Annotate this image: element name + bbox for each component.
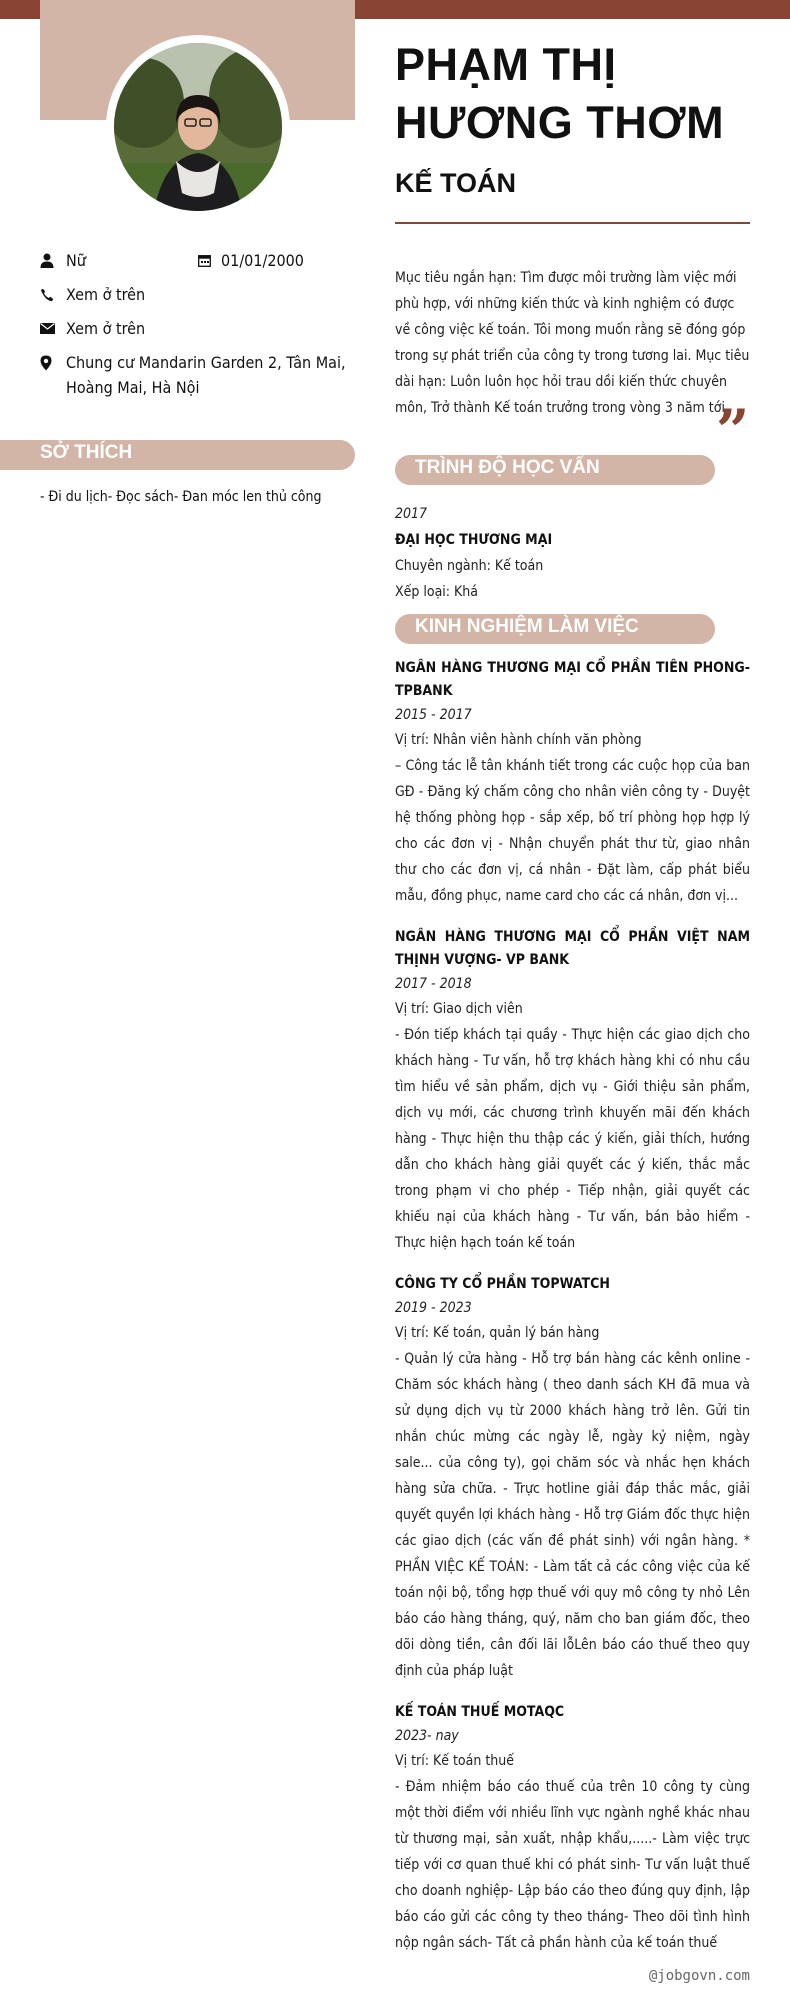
- hobbies-text: - Đi du lịch- Đọc sách- Đan móc len thủ công: [40, 489, 322, 505]
- contact-email: [40, 316, 370, 341]
- job-description: - Đón tiếp khách tại quầy - Thực hiện các giao dịch cho khách hàng - Tư vấn, hỗ trợ khách hàng khi có nhu cầu tìm hiểu về sản phẩm, dịch vụ - Giới thiệu sản phẩm, dịch vụ mới, các chương trình khuyến mãi đến khách hàng - Thực hiện thu thập các ý kiến, giải thích, hướng dẫn cho khách hàng giải quyết các ý kiến, thắc mắc trong phạm vi cho phép - Tiếp nhận, giải quyết các khiếu nại của khách hàng - Tư vấn, bán bảo hiểm - Thực hiện hạch toán kế toán: [395, 1027, 750, 1251]
- experience-heading: KINH NGHIỆM LÀM VIỆC: [415, 616, 639, 637]
- footer-watermark: @jobgovn.com: [648, 1968, 750, 1984]
- experience-list: [395, 657, 750, 1973]
- education-year: 2017: [395, 506, 428, 522]
- map-pin-icon: [40, 350, 66, 375]
- calendar-icon: [198, 254, 211, 267]
- education-heading: TRÌNH ĐỘ HỌC VẤN: [415, 457, 600, 478]
- phone-icon: [40, 282, 66, 307]
- email-value: Xem ở trên: [66, 319, 146, 338]
- job-company: CÔNG TY CỔ PHẦN TOPWATCH: [395, 1276, 610, 1292]
- envelope-icon: [40, 316, 66, 341]
- job-description: - Đảm nhiệm báo cáo thuế của trên 10 công ty cùng một thời điểm với nhiều lĩnh vực ngành nghề khác nhau từ thương mại, sản xuất, nhập khẩu,.....- Làm việc trực tiếp với cơ quan thuế khi có phát sinh- Tư vấn luật thuế cho doanh nghiệp- Lập báo cáo theo đúng quy định, lập báo cáo gửi các công ty theo tháng- Theo dõi tình hình nộp ngân sách- Tất cả phần hành của kế toán thuế: [395, 1779, 750, 1951]
- avatar: [114, 43, 282, 211]
- contact-dob: [198, 248, 304, 273]
- job-company: KẾ TOÁN THUẾ MOTAQC: [395, 1704, 565, 1720]
- education-grade: Xếp loại: Khá: [395, 584, 479, 600]
- quote-icon: ”: [716, 397, 750, 465]
- job-period: 2023- nay: [395, 1728, 459, 1744]
- job-period: 2017 - 2018: [395, 976, 472, 992]
- job-position: Vị trí: Kế toán thuế: [395, 1753, 514, 1769]
- job-entry: [395, 926, 750, 1256]
- education-school: ĐẠI HỌC THƯƠNG MẠI: [395, 532, 553, 548]
- job-description: - Quản lý cửa hàng - Hỗ trợ bán hàng các kênh online - Chăm sóc khách hàng ( theo danh sách KH đã mua và sử dụng dịch vụ từ 2000 khách hàng trở lên. Gửi tin nhắn chúc mừng các ngày lễ, ngày kỷ niệm, ngày sale... của công ty), gọi chăm sóc và nhắc hẹn khách hàng sửa chữa. - Trực hotline giải đáp thắc mắc, giải quyết quyền lợi khách hàng - Hỗ trợ Giám đốc thực hiện các giao dịch (các vấn đề phát sinh) với ngân hàng. * PHẦN VIỆC KẾ TOÁN: - Làm tất cả các công việc của kế toán nội bộ, tổng hợp thuế với quy mô công ty nhỏ Lên báo cáo hàng tháng, quý, năm cho ban giám đốc, theo dõi dòng tiền, cân đối lãi lỗLên báo cáo thuế theo quy định của pháp luật: [395, 1351, 750, 1679]
- address-value: Chung cư Mandarin Garden 2, Tân Mai, Hoàng Mai, Hà Nội: [66, 353, 346, 397]
- education-heading-bar: [395, 455, 715, 485]
- job-period: 2019 - 2023: [395, 1300, 472, 1316]
- contact-address: [40, 350, 370, 400]
- education-entry: [395, 501, 750, 605]
- job-entry: [395, 1273, 750, 1684]
- job-position: Vị trí: Giao dịch viên: [395, 1001, 523, 1017]
- user-icon: [40, 248, 66, 273]
- job-description: – Công tác lễ tân khánh tiết trong các cuộc họp của ban GĐ - Đăng ký chấm công cho nhân viên công ty - Duyệt hệ thống phòng họp - sắp xếp, bố trí phòng họp hợp lý cho các đơn vị - Nhận chuyển phát thư từ, giao nhân thư cho các đơn vị, cá nhân - Đặt làm, cấp phát biểu mẫu, đồng phục, name card cho các cá nhân, đơn vị...: [395, 758, 750, 904]
- job-position: Vị trí: Nhân viên hành chính văn phòng: [395, 732, 642, 748]
- career-objective: Mục tiêu ngắn hạn: Tìm được môi trường làm việc mới phù hợp, với những kiến thức và kinh nghiệm có được về công việc kế toán. Tôi mong muốn rằng sẽ đóng góp trong sự phát triển của công ty trong tương lai. Mục tiêu dài hạn: Luôn luôn học hỏi trau dồi kiến thức chuyên môn, Trở thành Kế toán trưởng trong vòng 3 năm tới.: [395, 270, 750, 416]
- experience-heading-bar: [395, 614, 715, 644]
- title-divider: [395, 222, 750, 224]
- candidate-name: PHẠM THỊ HƯƠNG THƠM: [395, 39, 725, 148]
- gender-value: Nữ: [66, 251, 86, 270]
- job-company: NGÂN HÀNG THƯƠNG MẠI CỔ PHẦN TIÊN PHONG- TPBANK: [395, 660, 750, 699]
- job-period: 2015 - 2017: [395, 707, 472, 723]
- job-entry: [395, 657, 750, 909]
- job-entry: [395, 1701, 750, 1956]
- phone-value: Xem ở trên: [66, 285, 146, 304]
- job-title: KẾ TOÁN: [395, 168, 517, 198]
- job-position: Vị trí: Kế toán, quản lý bán hàng: [395, 1325, 600, 1341]
- education-major: Chuyên ngành: Kế toán: [395, 558, 544, 574]
- dob-value: 01/01/2000: [221, 251, 304, 270]
- contact-phone: [40, 282, 370, 307]
- hobbies-heading: SỞ THÍCH: [40, 442, 133, 463]
- job-company: NGÂN HÀNG THƯƠNG MẠI CỔ PHẦN VIỆT NAM THỊNH VƯỢNG- VP BANK: [395, 929, 750, 968]
- hobbies-heading-bar: [0, 440, 355, 470]
